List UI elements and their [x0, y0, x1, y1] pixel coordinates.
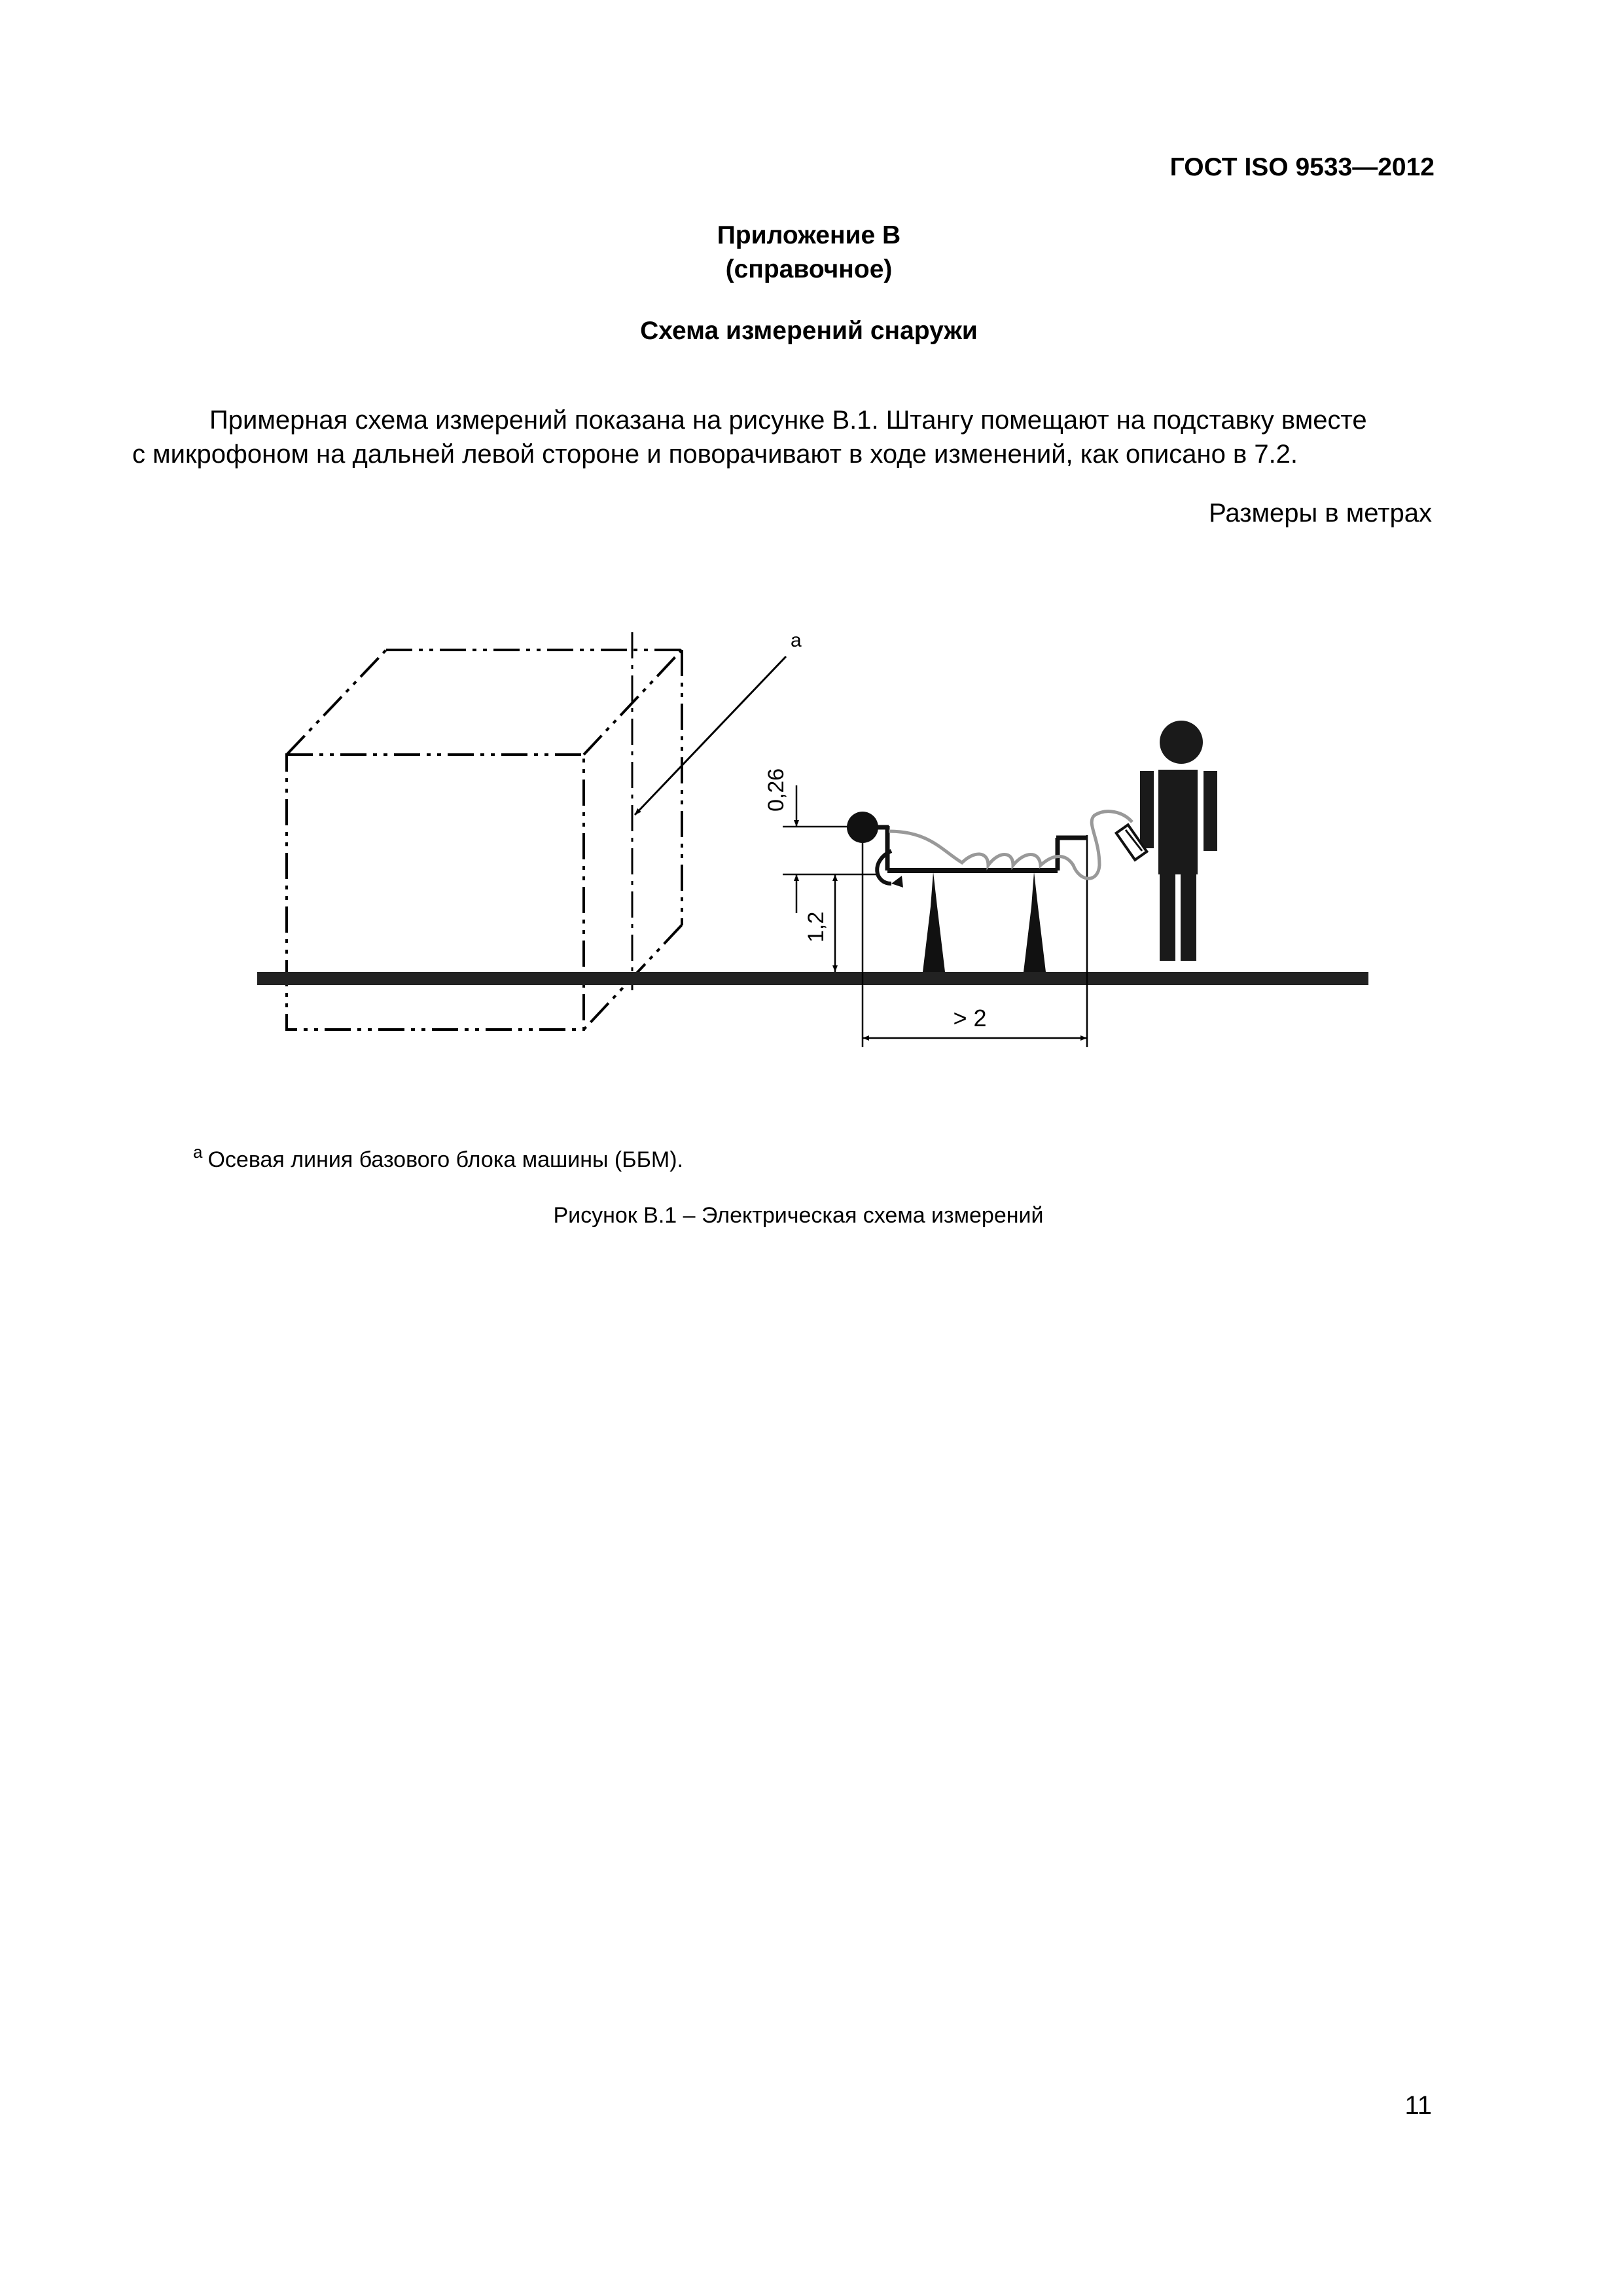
figure-caption: Рисунок В.1 – Электрическая схема измерений [553, 1203, 1044, 1228]
dim-height-label: 1,2 [804, 911, 829, 942]
paragraph-line-2: с микрофоном на дальней левой стороне и поворачивают в ходе изменений, как описано в 7.2. [132, 440, 1298, 469]
document-code: ГОСТ ISO 9533—2012 [1169, 153, 1435, 181]
section-title: Схема измерений снаружи [640, 317, 978, 345]
page-number: 11 [1404, 2091, 1432, 2120]
footnote-marker: a [193, 1142, 203, 1162]
dim-distance-label: > 2 [953, 1005, 987, 1031]
ground-line [257, 972, 1368, 985]
paragraph-line-1: Примерная схема измерений показана на рисунке В.1. Штангу помещают на подставку вместе [209, 406, 1367, 435]
annex-title: Приложение В [717, 221, 901, 249]
stand-leg-right [1024, 872, 1046, 972]
footnote [193, 1142, 683, 1173]
rotation-arrow-icon [891, 876, 903, 888]
callout-label: a [791, 630, 802, 651]
microphone-icon [847, 812, 878, 843]
stand-leg-left [923, 872, 945, 972]
dim-mic-offset-label: 0,26 [764, 768, 789, 812]
operator-figure [1140, 721, 1217, 961]
measurement-diagram [0, 0, 1623, 1113]
units-note: Размеры в метрах [1209, 499, 1432, 528]
annex-type: (справочное) [725, 255, 893, 283]
footnote-text: Осевая линия базового блока машины (ББМ). [207, 1147, 683, 1172]
